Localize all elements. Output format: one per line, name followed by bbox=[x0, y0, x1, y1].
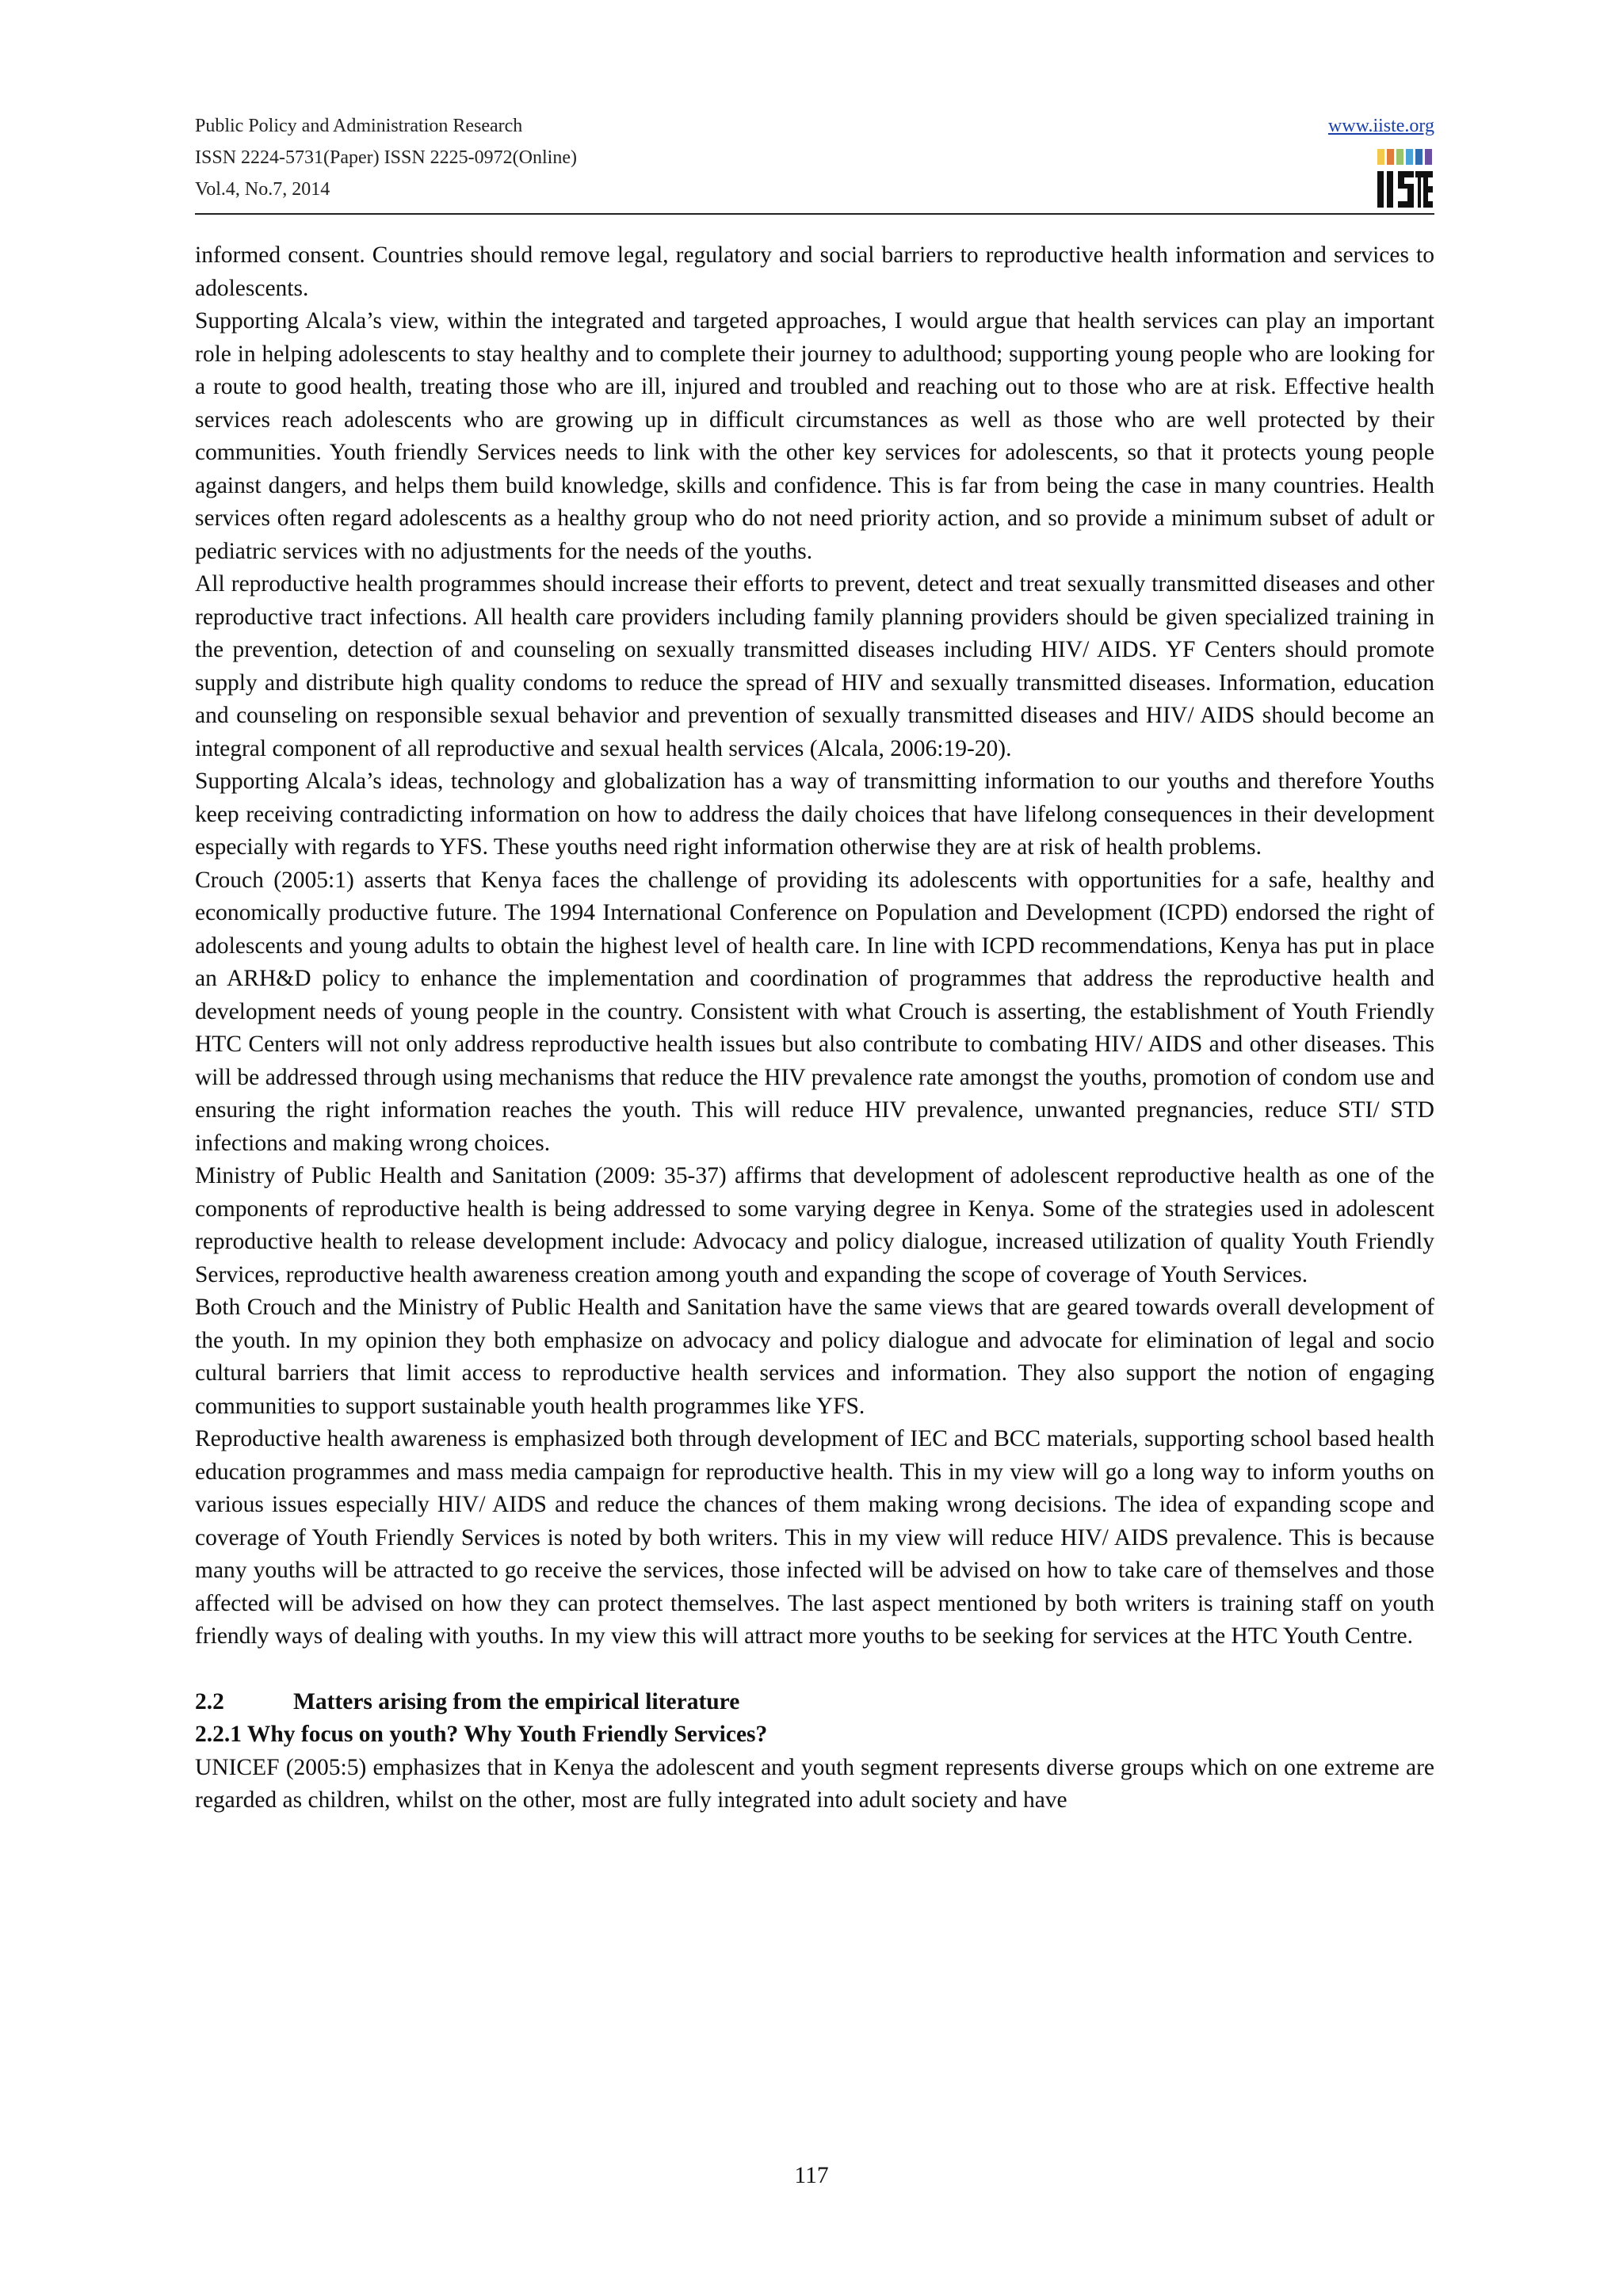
section-title: Matters arising from the empirical literature bbox=[293, 1688, 740, 1714]
issn-line: ISSN 2224-5731(Paper) ISSN 2225-0972(Online) bbox=[195, 147, 577, 168]
page-number: 117 bbox=[794, 2163, 829, 2188]
iiste-logo bbox=[1376, 147, 1434, 211]
article-body bbox=[195, 239, 1434, 1817]
paragraph: Crouch (2005:1) asserts that Kenya faces the challenge of providing its adolescents with opportunities for a safe, healthy and economically productive future. The 1994 International Conference on Population and Development (ICPD) endorsed the right of adolescents and young adults to obtain the highest level of health care. In line with ICPD recommendations, Kenya has put in place an ARH&D policy to enhance the implementation and coordination of programmes that address the reproductive health and development needs of young people in the country. Consistent with what Crouch is asserting, the establishment of Youth Friendly HTC Centers will not only address reproductive health issues but also contribute to combating HIV/ AIDS and other diseases. This will be addressed through using mechanisms that reduce the HIV prevalence rate amongst the youths, promotion of condom use and ensuring the right information reaches the youth. This will reduce HIV prevalence, unwanted pregnancies, reduce STI/ STD infections and making wrong choices. bbox=[195, 867, 1434, 1156]
paragraph: Supporting Alcala’s view, within the integrated and targeted approaches, I would argue that health services can play an important role in helping adolescents to stay healthy and to complete their journey to adulthood; supporting young people who are looking for a route to good health, treating those who are ill, injured and troubled and reaching out to those who are at risk. Effective health services reach adolescents who are growing up in difficult circumstances as well as those who are well protected by their communities. Youth friendly Services needs to link with the other key services for adolescents, so that it protects young people against dangers, and helps them build knowledge, skills and confidence. This is far from being the case in many countries. Health services often regard adolescents as a healthy group who do not need priority action, and so provide a minimum subset of adult or pediatric services with no adjustments for the needs of the youths. bbox=[195, 308, 1434, 564]
journal-website-link[interactable]: www.iiste.org bbox=[1328, 116, 1434, 136]
subsection-heading: 2.2.1 Why focus on youth? Why Youth Friendly Services? bbox=[195, 1722, 768, 1747]
section-heading bbox=[195, 1686, 1434, 1719]
paragraph: Reproductive health awareness is emphasized both through development of IEC and BCC materials, supporting school based health education programmes and mass media campaign for reproductive health. This in my view will go a long way to inform youths on various issues especially HIV/ AIDS and reduce the chances of them making wrong decisions. The idea of expanding scope and coverage of Youth Friendly Services is noted by both writers. This in my view will reduce HIV/ AIDS prevalence. This is because many youths will be attracted to go receive the services, those infected will be advised on how to take care of themselves and those affected will be advised on how they can protect themselves. The last aspect mentioned by both writers is training staff on youth friendly ways of dealing with youths. In my view this will attract more youths to be seeking for services at the HTC Youth Centre. bbox=[195, 1426, 1434, 1649]
header-rule bbox=[195, 213, 1434, 215]
section-gap bbox=[195, 1653, 1434, 1686]
paragraph: Both Crouch and the Ministry of Public Health and Sanitation have the same views that are geared towards overall development of the youth. In my opinion they both emphasize on advocacy and policy dialogue and advocate for elimination of legal and socio cultural barriers that limit access to reproductive health services and information. They also support the notion of engaging communities to support sustainable youth health programmes like YFS. bbox=[195, 1295, 1434, 1419]
paragraph: informed consent. Countries should remove legal, regulatory and social barriers to reproductive health information and services to adolescents. bbox=[195, 242, 1434, 301]
section-number: 2.2 bbox=[195, 1688, 224, 1714]
page-header bbox=[195, 111, 1434, 209]
paragraph: Ministry of Public Health and Sanitation (2009: 35-37) affirms that development of adolescent reproductive health as one of the components of reproductive health is being addressed to some varying degree in Kenya. Some of the strategies used in adolescent reproductive health to release development include: Advocacy and policy dialogue, increased utilization of quality Youth Friendly Services, reproductive health awareness creation among youth and expanding the scope of coverage of Youth Services. bbox=[195, 1163, 1434, 1287]
paragraph: UNICEF (2005:5) emphasizes that in Kenya the adolescent and youth segment represents diverse groups which on one extreme are regarded as children, whilst on the other, most are fully integrated into adult society and have bbox=[195, 1754, 1434, 1813]
paragraph: Supporting Alcala’s ideas, technology and globalization has a way of transmitting information to our youths and therefore Youths keep receiving contradicting information on how to address the daily choices that have lifelong consequences in their development especially with regards to YFS. These youths need right information otherwise they are at risk of health problems. bbox=[195, 769, 1434, 860]
paragraph: All reproductive health programmes should increase their efforts to prevent, detect and treat sexually transmitted diseases and other reproductive tract infections. All health care providers including family planning providers should be given specialized training in the prevention, detection of and counseling on sexually transmitted diseases including HIV/ AIDS. YF Centers should promote supply and distribute high quality condoms to reduce the spread of HIV and sexually transmitted diseases. Information, education and counseling on responsible sexual behavior and prevention of sexually transmitted diseases and HIV/ AIDS should become an integral component of all reproductive and sexual health services (Alcala, 2006:19-20). bbox=[195, 571, 1434, 761]
volume-line: Vol.4, No.7, 2014 bbox=[195, 179, 330, 200]
journal-title: Public Policy and Administration Research bbox=[195, 116, 523, 136]
